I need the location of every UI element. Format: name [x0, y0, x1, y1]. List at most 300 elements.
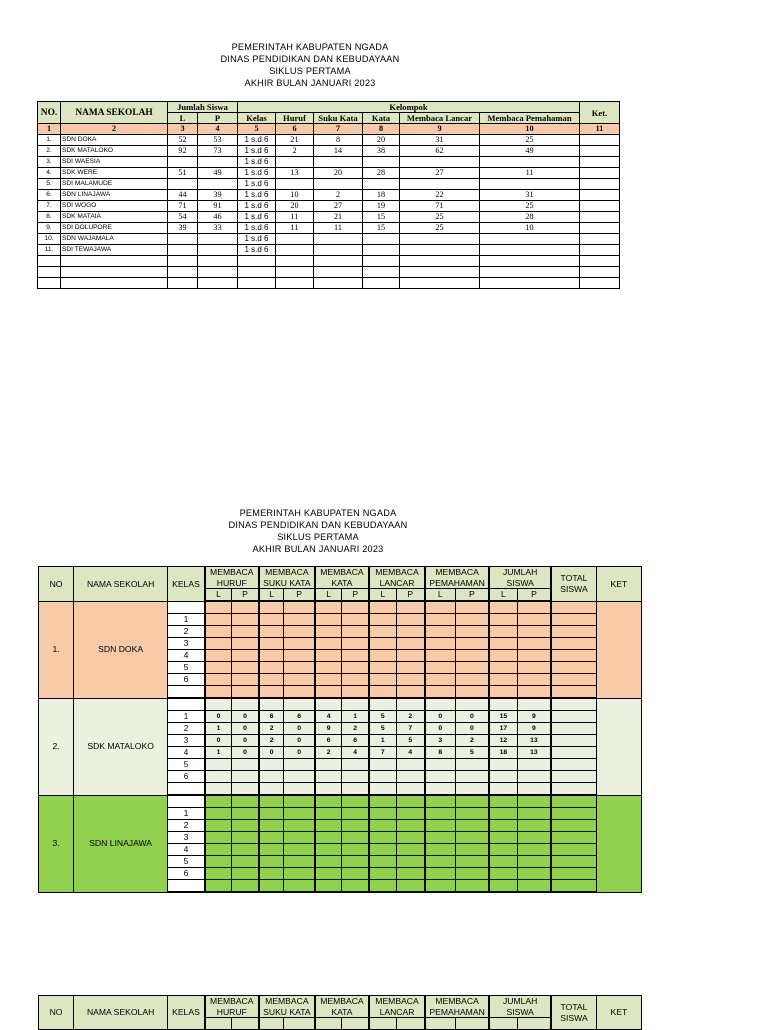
cell-value [425, 808, 455, 820]
cell-value [342, 698, 369, 711]
cell-value [284, 698, 315, 711]
cell-value [232, 880, 259, 893]
cell-kelas: 6 [168, 868, 205, 880]
cell-value [232, 820, 259, 832]
cell-value [232, 808, 259, 820]
cell-value [232, 868, 259, 880]
cell-value [517, 662, 551, 674]
cell-P: 73 [198, 146, 238, 157]
cell-value [284, 844, 315, 856]
cell-value: 5 [396, 735, 425, 747]
cell-value [489, 674, 517, 686]
header-line: AKHIR BULAN JANUARI 2023 [252, 544, 384, 554]
cell-huruf [276, 157, 314, 168]
cell-value [284, 662, 315, 674]
empty-row [38, 267, 620, 278]
col-header-lancar: MEMBACA LANCAR [369, 567, 425, 589]
cell-value: 9 [517, 711, 551, 723]
cell-value [284, 832, 315, 844]
cell-kelas: 1 s.d 6 [238, 146, 276, 157]
empty-row [38, 278, 620, 289]
cell-value [455, 759, 489, 771]
header-line: SIKLUS PERTAMA [269, 66, 351, 76]
cell-empty [238, 267, 276, 278]
cell-value [205, 686, 232, 699]
cell-value: 1 [205, 723, 232, 735]
cell-value [342, 638, 369, 650]
table-row [38, 234, 620, 245]
cell-kelas: 4 [168, 650, 205, 662]
cell-value [396, 674, 425, 686]
cell-value [369, 795, 396, 808]
table-row [38, 157, 620, 168]
cell-value [517, 601, 551, 614]
cell-L: 44 [168, 190, 198, 201]
cell-lancar: 22 [400, 190, 480, 201]
cell-value [342, 650, 369, 662]
cell-ket [596, 601, 641, 698]
table-row [38, 135, 620, 146]
cell-value [232, 601, 259, 614]
cell-value [315, 759, 342, 771]
cell-value [455, 638, 489, 650]
cell-value: 2 [315, 747, 342, 759]
cell-value [369, 686, 396, 699]
cell-value [259, 759, 284, 771]
cell-value [455, 808, 489, 820]
cell-value [232, 626, 259, 638]
cell-value [284, 650, 315, 662]
col-header-kata: MEMBACA KATA [315, 996, 369, 1018]
cell-empty [238, 278, 276, 289]
cell-value [425, 880, 455, 893]
cell-value [425, 638, 455, 650]
col-header-kata: Kata [363, 113, 400, 124]
cell-value: 15 [489, 711, 517, 723]
cell-nama: SDI TEWAJAWA [61, 245, 168, 256]
col-header-kelas: KELAS [168, 996, 205, 1030]
report-header-2 [8, 507, 628, 555]
cell-value [284, 868, 315, 880]
col-header-kelas: KELAS [168, 567, 205, 602]
cell-no: 2. [38, 146, 61, 157]
cell-value: 7 [396, 723, 425, 735]
cell-value: 0 [455, 711, 489, 723]
col-header-suku-kata: MEMBACA SUKU KATA [259, 567, 315, 589]
cell-value [517, 674, 551, 686]
cell-value: 0 [284, 735, 315, 747]
cell-value [259, 832, 284, 844]
cell-ket [580, 157, 620, 168]
cell-value [259, 795, 284, 808]
cell-value: 1 [342, 711, 369, 723]
cell-value [284, 674, 315, 686]
cell-value [455, 601, 489, 614]
cell-value [369, 662, 396, 674]
cell-ket [580, 190, 620, 201]
cell-kata [363, 245, 400, 256]
cell-value [425, 662, 455, 674]
cell-value [517, 783, 551, 796]
cell-value [517, 868, 551, 880]
col-header-l: L [489, 589, 517, 602]
cell-value [369, 844, 396, 856]
cell-value [455, 795, 489, 808]
cell-value [205, 808, 232, 820]
cell-total [551, 808, 596, 820]
cell-no: 3. [39, 795, 74, 892]
cell-lancar [400, 179, 480, 190]
cell-suku: 2 [314, 190, 363, 201]
cell-value [205, 674, 232, 686]
cell-pemahaman: 28 [480, 212, 580, 223]
cell-value [284, 638, 315, 650]
cell-value [315, 880, 342, 893]
table-row [38, 245, 620, 256]
cell-value [284, 771, 315, 783]
cell-value [259, 808, 284, 820]
cell-kelas: 6 [168, 674, 205, 686]
cell-kelas: 1 s.d 6 [238, 168, 276, 179]
cell-kelas: 1 s.d 6 [238, 245, 276, 256]
cell-value [342, 856, 369, 868]
col-header-suku-kata: Suku Kata [314, 113, 363, 124]
col-header-l: L [259, 589, 284, 602]
cell-value [232, 856, 259, 868]
cell-pemahaman: 49 [480, 146, 580, 157]
cell-P: 53 [198, 135, 238, 146]
cell-value: 2 [259, 735, 284, 747]
cell-total [551, 759, 596, 771]
cell-huruf: 13 [276, 168, 314, 179]
cell-P [198, 234, 238, 245]
cell-empty [38, 256, 61, 267]
col-header-lancar: MEMBACA LANCAR [369, 996, 425, 1018]
cell-value [396, 868, 425, 880]
cell-value [425, 783, 455, 796]
cell-kata: 38 [363, 146, 400, 157]
cell-value [315, 820, 342, 832]
cell-empty [400, 278, 480, 289]
cell-nama: SDN DOKA [74, 601, 168, 698]
cell-L [168, 234, 198, 245]
col-header-nama: NAMA SEKOLAH [61, 102, 168, 124]
cell-value: 2 [259, 723, 284, 735]
cell-empty [580, 256, 620, 267]
cell-value [342, 808, 369, 820]
cell-value: 6 [315, 735, 342, 747]
cell-value [259, 686, 284, 699]
cell-value: 2 [342, 723, 369, 735]
cell-value [284, 614, 315, 626]
cell-lancar: 31 [400, 135, 480, 146]
cell-value [369, 626, 396, 638]
cell-kelas: 5 [168, 759, 205, 771]
cell-value [517, 614, 551, 626]
cell-total [551, 614, 596, 626]
cell-value: 12 [489, 735, 517, 747]
cell-value [425, 698, 455, 711]
cell-kelas [168, 795, 205, 808]
cell-kelas: 1 s.d 6 [238, 135, 276, 146]
col-header-l: L [315, 589, 342, 602]
col-header-pemahaman: MEMBACA PEMAHAMAN [425, 996, 489, 1018]
cell-value [396, 771, 425, 783]
cell-pemahaman: 10 [480, 223, 580, 234]
cell-value [396, 638, 425, 650]
cell-suku: 8 [314, 135, 363, 146]
header-line: PEMERINTAH KABUPATEN NGADA [231, 42, 389, 52]
table-row [39, 601, 642, 614]
cell-value [396, 856, 425, 868]
cell-value: 6 [342, 735, 369, 747]
cell-value [455, 868, 489, 880]
table-row [39, 698, 642, 711]
cell-value [342, 880, 369, 893]
header-line: DINAS PENDIDIKAN DAN KEBUDAYAAN [228, 520, 408, 530]
cell-value [396, 808, 425, 820]
cell-kelas [168, 601, 205, 614]
cell-kata: 18 [363, 190, 400, 201]
col-header-jumlah: JUMLAH SISWA [489, 996, 551, 1018]
cell-value [284, 880, 315, 893]
cell-value: 0 [455, 723, 489, 735]
cell-value [396, 795, 425, 808]
cell-P [198, 245, 238, 256]
cell-huruf [276, 245, 314, 256]
cell-empty [480, 256, 580, 267]
cell-value: 0 [425, 723, 455, 735]
cell-lancar: 25 [400, 212, 480, 223]
detail-table-2 [38, 995, 642, 1030]
col-number: 11 [580, 124, 620, 135]
cell-no: 10. [38, 234, 61, 245]
cell-nama: SDK WERE [61, 168, 168, 179]
cell-value [259, 856, 284, 868]
cell-value [259, 880, 284, 893]
cell-huruf: 11 [276, 223, 314, 234]
cell-value [425, 771, 455, 783]
cell-kelas: 1 s.d 6 [238, 234, 276, 245]
cell-value [425, 759, 455, 771]
cell-value: 0 [425, 711, 455, 723]
cell-value: 1 [369, 735, 396, 747]
cell-empty [314, 256, 363, 267]
cell-empty [480, 278, 580, 289]
cell-value [205, 771, 232, 783]
cell-nama: SDK MATALOKO [74, 698, 168, 795]
cell-value [369, 601, 396, 614]
cell-ket [580, 245, 620, 256]
cell-value: 18 [489, 747, 517, 759]
cell-total [551, 868, 596, 880]
cell-value [205, 795, 232, 808]
cell-P [198, 157, 238, 168]
table-row [39, 795, 642, 808]
cell-value [425, 614, 455, 626]
cell-value [315, 601, 342, 614]
cell-total [551, 783, 596, 796]
cell-P: 33 [198, 223, 238, 234]
cell-value: 1 [205, 747, 232, 759]
cell-kelas [168, 783, 205, 796]
cell-no: 7. [38, 201, 61, 212]
cell-value: 17 [489, 723, 517, 735]
col-number: 8 [363, 124, 400, 135]
cell-value [425, 795, 455, 808]
cell-value [342, 795, 369, 808]
cell-value [342, 759, 369, 771]
cell-value [489, 638, 517, 650]
col-header-nama: NAMA SEKOLAH [74, 996, 168, 1030]
cell-empty [168, 256, 198, 267]
cell-value [232, 674, 259, 686]
cell-total [551, 601, 596, 614]
cell-value [369, 771, 396, 783]
cell-value [342, 868, 369, 880]
cell-huruf: 11 [276, 212, 314, 223]
cell-value [425, 686, 455, 699]
cell-value: 4 [315, 711, 342, 723]
table-row [38, 190, 620, 201]
cell-empty [480, 267, 580, 278]
cell-total [551, 686, 596, 699]
cell-value [489, 614, 517, 626]
cell-value [205, 820, 232, 832]
cell-value: 0 [232, 723, 259, 735]
cell-value [259, 638, 284, 650]
col-number: 2 [61, 124, 168, 135]
column-number-row [38, 124, 620, 135]
cell-value [205, 626, 232, 638]
cell-value [342, 662, 369, 674]
cell-value [425, 844, 455, 856]
detail-table [38, 566, 642, 893]
table-row [38, 201, 620, 212]
col-header-no: NO [39, 996, 74, 1030]
cell-value: 5 [369, 711, 396, 723]
cell-lancar: 62 [400, 146, 480, 157]
cell-total [551, 711, 596, 723]
cell-empty [580, 267, 620, 278]
cell-kata [363, 234, 400, 245]
cell-total [551, 844, 596, 856]
cell-value [284, 601, 315, 614]
cell-value [425, 820, 455, 832]
cell-value [396, 614, 425, 626]
cell-kelas: 1 [168, 711, 205, 723]
cell-value [517, 808, 551, 820]
cell-empty [38, 278, 61, 289]
cell-value [259, 662, 284, 674]
cell-no: 2. [39, 698, 74, 795]
cell-huruf: 21 [276, 135, 314, 146]
cell-kata: 20 [363, 135, 400, 146]
cell-value [489, 844, 517, 856]
cell-P [198, 179, 238, 190]
cell-lancar: 25 [400, 223, 480, 234]
cell-kelas [168, 686, 205, 699]
cell-value [315, 783, 342, 796]
cell-value: 0 [284, 723, 315, 735]
cell-value [315, 662, 342, 674]
cell-value [259, 674, 284, 686]
cell-value [425, 626, 455, 638]
cell-empty [400, 256, 480, 267]
cell-pemahaman: 31 [480, 190, 580, 201]
cell-ket [596, 698, 641, 795]
cell-value [342, 820, 369, 832]
cell-suku [314, 234, 363, 245]
col-header-ket: KET [596, 567, 641, 602]
cell-value [455, 880, 489, 893]
cell-value [396, 686, 425, 699]
cell-total [551, 832, 596, 844]
cell-lancar: 27 [400, 168, 480, 179]
cell-value [232, 795, 259, 808]
cell-value [315, 832, 342, 844]
cell-value [232, 614, 259, 626]
cell-value [259, 820, 284, 832]
cell-lancar [400, 245, 480, 256]
cell-value [259, 844, 284, 856]
cell-value [517, 820, 551, 832]
report-header-1 [0, 41, 620, 89]
cell-no: 4. [38, 168, 61, 179]
cell-value [489, 832, 517, 844]
col-header-p: P [232, 589, 259, 602]
cell-value [425, 650, 455, 662]
cell-value [232, 759, 259, 771]
col-header-p: P [342, 589, 369, 602]
cell-kelas: 5 [168, 662, 205, 674]
cell-value [455, 820, 489, 832]
col-header-p: P [455, 589, 489, 602]
cell-nama: SDK MATALOKO [61, 146, 168, 157]
cell-kelas: 3 [168, 735, 205, 747]
cell-pemahaman: 11 [480, 168, 580, 179]
col-header-pemahaman: MEMBACA PEMAHAMAN [425, 567, 489, 589]
cell-value [315, 614, 342, 626]
cell-value [315, 650, 342, 662]
cell-value [396, 783, 425, 796]
cell-value [342, 674, 369, 686]
cell-lancar: 71 [400, 201, 480, 212]
cell-total [551, 662, 596, 674]
cell-value [489, 698, 517, 711]
cell-empty [363, 267, 400, 278]
cell-value: 9 [315, 723, 342, 735]
cell-value [517, 650, 551, 662]
cell-ket [580, 179, 620, 190]
cell-value [489, 759, 517, 771]
col-header-ket: Ket. [580, 102, 620, 124]
cell-value [205, 832, 232, 844]
cell-value [315, 795, 342, 808]
cell-L: 92 [168, 146, 198, 157]
cell-value [396, 759, 425, 771]
cell-no: 5. [38, 179, 61, 190]
cell-value [259, 601, 284, 614]
cell-value [517, 759, 551, 771]
cell-suku: 27 [314, 201, 363, 212]
cell-ket [580, 146, 620, 157]
header-line: PEMERINTAH KABUPATEN NGADA [239, 508, 397, 518]
cell-P: 49 [198, 168, 238, 179]
col-header-suku-kata: MEMBACA SUKU KATA [259, 996, 315, 1018]
cell-value: 2 [455, 735, 489, 747]
cell-huruf: 10 [276, 190, 314, 201]
